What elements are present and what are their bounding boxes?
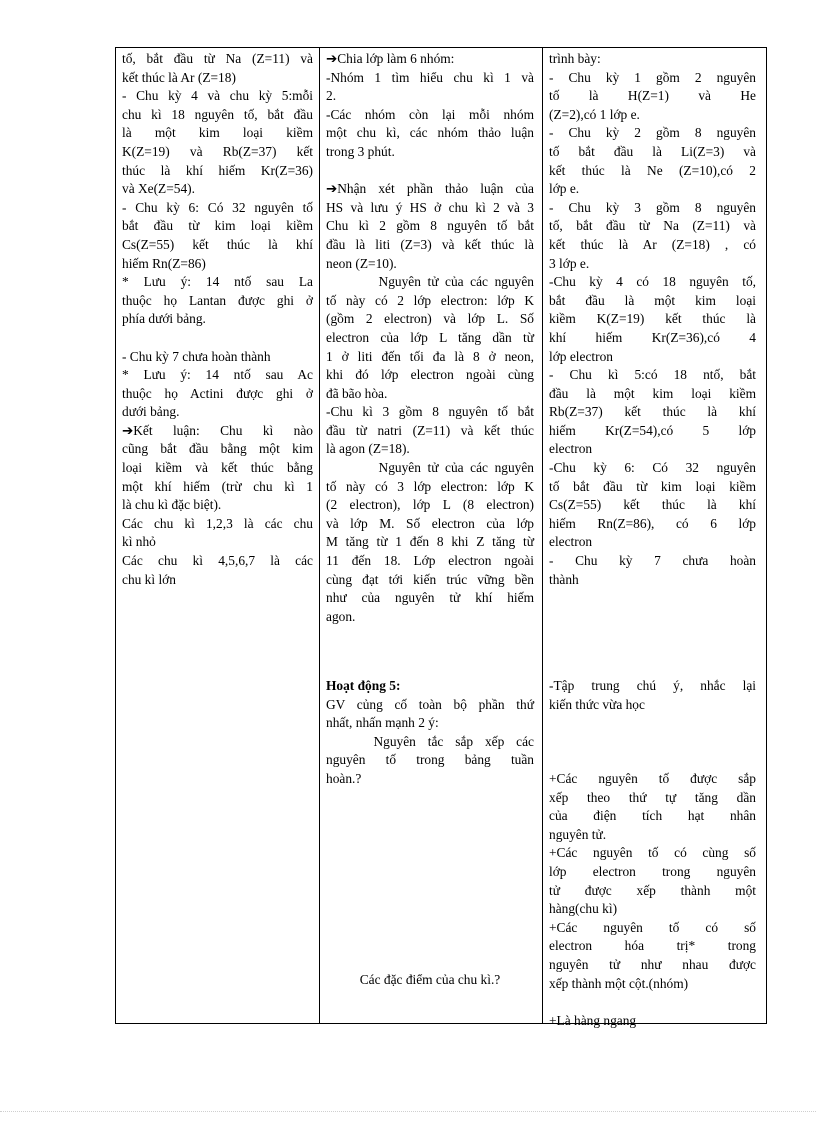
text-line: K(Z=19) và Rb(Z=37) kết: [122, 143, 313, 159]
text-line: Nguyên tử của các nguyên: [326, 274, 534, 290]
question-block: [326, 971, 534, 990]
text-line: loại kiềm và kết thúc bằng: [122, 460, 313, 476]
text-line: kiềm K(Z=19) kết thúc là: [549, 311, 756, 327]
text-line: - Chu kì 5:có 18 ntố, bắt: [549, 367, 756, 383]
text-line: khí hiếm Kr(Z=36),có 4: [549, 329, 756, 345]
student-response-answers: [549, 770, 756, 1030]
text-line: (2 electron), lớp L (8 electron): [326, 497, 534, 513]
text-line: xếp thành một cột.(nhóm): [549, 975, 689, 991]
text-line: electron: [549, 441, 593, 457]
text-line: - Chu kỳ 6: Có 32 nguyên tố: [122, 199, 313, 215]
text-line: * Lưu ý: 14 ntố sau La: [122, 274, 313, 290]
text-line: M tăng từ 1 đến 8 khi Z tăng từ: [326, 534, 534, 550]
text-line: - Chu kỳ 4 và chu kỳ 5:mỗi: [122, 88, 313, 104]
text-line: Cs(Z=55) kết thúc là khí: [549, 497, 756, 513]
text-line: dưới bảng.: [122, 404, 180, 420]
text-line: - Chu kỳ 3 gồm 8 nguyên: [549, 199, 756, 215]
text-line: Chu kì 2 gồm 8 nguyên tố bắt: [326, 218, 534, 234]
text-line: kiến thức vừa học: [549, 696, 645, 712]
text-line: +Là hàng ngang: [549, 1012, 637, 1028]
text-line: HS và lưu ý HS ở chu kì 2 và 3: [326, 199, 534, 215]
blank-line: [326, 162, 534, 181]
text-line: Nguyên tử của các nguyên: [326, 460, 534, 476]
text-line: - Chu kỳ 7 chưa hoàn thành: [122, 348, 271, 364]
text-line: cũng bắt đầu bằng một kim: [122, 441, 313, 457]
text-line: Các chu kì 4,5,6,7 là các: [122, 553, 313, 569]
text-line: bắt đầu từ kim loại kiềm: [122, 218, 313, 234]
blank-line: [549, 993, 756, 1012]
text-line: 1 ở liti đến tối đa là 8 ở neon,: [326, 348, 534, 364]
activity-5-block: [326, 677, 534, 789]
text-line: trình bày:: [549, 51, 601, 66]
text-line: tố bắt đầu từ kim loại kiềm: [549, 478, 756, 494]
text-line: tố, bắt đầu từ Na (Z=11) và: [122, 51, 313, 66]
text-line: 2.: [326, 88, 337, 104]
text-line: - Chu kỳ 7 chưa hoàn: [549, 553, 756, 569]
text-line: - Chu kỳ 2 gồm 8 nguyên: [549, 125, 756, 141]
text-line: tố, bắt đầu từ Na (Z=11) và: [549, 218, 756, 234]
text-line: * Lưu ý: 14 ntố sau Ac: [122, 367, 313, 383]
text-line: một chu kì, các nhóm thảo luận: [326, 125, 534, 141]
text-line: phía dưới bảng.: [122, 311, 206, 327]
text-line: +Các nguyên tố có số: [549, 919, 756, 935]
text-line: và Xe(Z=54).: [122, 181, 195, 197]
text-line: -Nhóm 1 tìm hiểu chu kì 1 và: [326, 69, 534, 85]
text-line: đầu từ natri (Z=11) và kết thúc: [326, 422, 534, 438]
text-line: ➔Chia lớp làm 6 nhóm:: [326, 51, 455, 66]
text-line: thuộc họ Actini được ghi ở: [122, 385, 313, 401]
text-line: hàng(chu kì): [549, 901, 618, 917]
text-line: (Z=2),có 1 lớp e.: [549, 106, 640, 122]
text-line: chu kì 18 nguyên tố, bắt đầu: [122, 106, 313, 122]
text-line: agon.: [326, 608, 356, 624]
text-line: +Các nguyên tố được sắp: [549, 771, 756, 786]
text-line: chu kì lớn: [122, 571, 176, 587]
text-line: hiếm Rn(Z=86), có 6 lớp: [549, 515, 756, 531]
text-line: lớp e.: [549, 181, 580, 197]
text-line: đầu là liti (Z=3) và kết thúc là: [326, 236, 534, 252]
text-line: khi đó lớp electron ngoài cùng: [326, 367, 534, 383]
text-line: -Chu kì 3 gồm 8 nguyên tố bắt: [326, 404, 534, 420]
text-line: đã bão hòa.: [326, 385, 388, 401]
text-line: -Các nhóm còn lại mỗi nhóm: [326, 106, 534, 122]
page-bottom-rule: [0, 1111, 816, 1112]
lesson-table: [115, 47, 767, 1028]
text-line: 11 đến 18. Lớp electron ngoài: [326, 553, 534, 569]
text-line: lớp electron: [549, 348, 613, 364]
text-line: Nguyên tắc sắp xếp các: [326, 733, 534, 749]
text-line: electron hóa trị* trong: [549, 938, 756, 954]
text-line: +Các nguyên tố có cùng số: [549, 845, 756, 861]
text-line: neon (Z=10).: [326, 255, 397, 271]
text-line: trong 3 phút.: [326, 143, 395, 159]
period-characteristics-question: Các đặc điểm của chu kì.?: [359, 972, 501, 987]
column-student-activity: [543, 48, 766, 1028]
text-line: hoàn.?: [326, 770, 362, 786]
column-content: [116, 48, 320, 1023]
text-line: (gồm 2 electron) và lớp L. Số: [326, 311, 534, 327]
column-teacher-activity: [320, 48, 543, 1023]
activity-5-title: Hoạt động 5:: [326, 678, 401, 693]
text-line: kết thúc là Ar (Z=18) , có: [549, 236, 756, 252]
text-line: electron của lớp L tăng dần từ: [326, 329, 534, 345]
teacher-activity-text: [326, 50, 534, 626]
text-line: tố bắt đầu là Li(Z=3) và: [549, 143, 756, 159]
activity-5-text: [326, 696, 534, 789]
text-line: ➔Kết luận: Chu kì nào: [122, 422, 313, 438]
content-text: [122, 50, 313, 589]
text-line: tử được xếp thành một: [549, 882, 756, 898]
text-line: và lớp M. Số electron của lớp: [326, 515, 534, 531]
text-line: là chu kì đặc biệt).: [122, 497, 222, 513]
text-line: như của nguyên tử khí hiếm: [326, 590, 534, 606]
text-line: thuộc họ Lantan được ghi ở: [122, 292, 313, 308]
text-line: bắt đầu là một kim loại: [549, 292, 756, 308]
text-line: thúc là khí hiếm Kr(Z=36): [122, 162, 313, 178]
text-line: ➔Nhận xét phần thảo luận của: [326, 181, 534, 197]
student-response-focus: [549, 677, 756, 714]
text-line: Rb(Z=37) kết thúc là khí: [549, 404, 756, 420]
text-line: tố này có 2 lớp electron: lớp K: [326, 292, 534, 308]
text-line: xếp theo thứ tự tăng dần: [549, 789, 756, 805]
text-line: một khí hiếm (trừ chu kì 1: [122, 478, 313, 494]
text-line: là agon (Z=18).: [326, 441, 410, 457]
text-line: electron: [549, 534, 593, 550]
text-line: -Chu kỳ 4 có 18 nguyên tố,: [549, 274, 756, 290]
text-line: nguyên tố trong bảng tuần: [326, 752, 534, 768]
text-line: -Tập trung chú ý, nhắc lại: [549, 678, 756, 693]
text-line: hiếm Rn(Z=86): [122, 255, 206, 271]
text-line: - Chu kỳ 1 gồm 2 nguyên: [549, 69, 756, 85]
text-line: GV củng cố toàn bộ phần thứ: [326, 696, 534, 712]
text-line: cùng đạt tới kiến trúc vững bền: [326, 571, 534, 587]
text-line: của điện tích hạt nhân: [549, 808, 756, 824]
text-line: nhất, nhấn mạnh 2 ý:: [326, 715, 439, 731]
text-line: đầu là một kim loại kiềm: [549, 385, 756, 401]
text-line: nguyên tử.: [549, 826, 607, 842]
text-line: 3 lớp e.: [549, 255, 590, 271]
text-line: kì nhỏ: [122, 534, 156, 550]
text-line: Các chu kì 1,2,3 là các chu: [122, 515, 313, 531]
text-line: nguyên tử như nhau được: [549, 956, 756, 972]
text-line: -Chu kỳ 6: Có 32 nguyên: [549, 460, 756, 476]
text-line: hiếm Kr(Z=54),có 5 lớp: [549, 422, 756, 438]
text-line: Cs(Z=55) kết thúc là khí: [122, 236, 313, 252]
text-line: là một kim loại kiềm: [122, 125, 313, 141]
blank-line: [122, 329, 313, 348]
text-line: thành: [549, 571, 579, 587]
student-activity-text: [549, 50, 756, 589]
text-line: tố này có 3 lớp electron: lớp K: [326, 478, 534, 494]
text-line: lớp electron trong nguyên: [549, 863, 756, 879]
text-line: kết thúc là Ar (Z=18): [122, 69, 236, 85]
text-line: kết thúc là Ne (Z=10),có 2: [549, 162, 756, 178]
text-line: tố là H(Z=1) và He: [549, 88, 756, 104]
